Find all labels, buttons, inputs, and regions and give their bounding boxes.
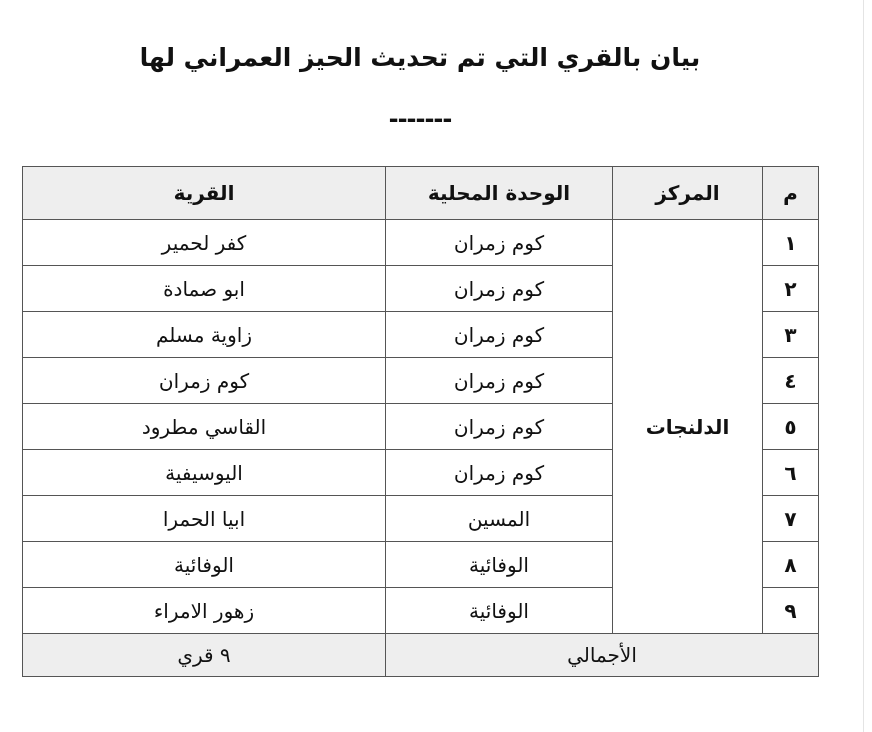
local-unit-cell: الوفائية <box>386 588 613 634</box>
village-cell: ابيا الحمرا <box>23 496 386 542</box>
header-num: م <box>763 167 819 220</box>
row-number: ٤ <box>763 358 819 404</box>
row-number: ٣ <box>763 312 819 358</box>
village-cell: كوم زمران <box>23 358 386 404</box>
local-unit-cell: كوم زمران <box>386 312 613 358</box>
table-row <box>23 220 819 266</box>
row-number: ٦ <box>763 450 819 496</box>
village-cell: كفر لحمير <box>23 220 386 266</box>
local-unit-cell: كوم زمران <box>386 358 613 404</box>
village-cell: اليوسيفية <box>23 450 386 496</box>
header-center: المركز <box>613 167 763 220</box>
row-number: ٢ <box>763 266 819 312</box>
local-unit-cell: كوم زمران <box>386 266 613 312</box>
header-village: القرية <box>23 167 386 220</box>
table-header-row <box>23 167 819 220</box>
local-unit-cell: كوم زمران <box>386 404 613 450</box>
local-unit-cell: كوم زمران <box>386 450 613 496</box>
page-edge-divider <box>863 0 864 732</box>
row-number: ٨ <box>763 542 819 588</box>
header-local-unit: الوحدة المحلية <box>386 167 613 220</box>
row-number: ٥ <box>763 404 819 450</box>
total-label: الأجمالي <box>386 634 819 677</box>
village-cell: ابو صمادة <box>23 266 386 312</box>
document-title: بيان بالقري التي تم تحديث الحيز العمراني لها <box>139 43 701 72</box>
village-cell: القاسي مطرود <box>23 404 386 450</box>
local-unit-cell: المسين <box>386 496 613 542</box>
local-unit-cell: الوفائية <box>386 542 613 588</box>
total-value: ٩ قري <box>23 634 386 677</box>
title-separator: ------- <box>388 105 452 133</box>
center-name-cell: الدلنجات <box>613 220 763 634</box>
row-number: ١ <box>763 220 819 266</box>
villages-table <box>22 166 819 677</box>
village-cell: الوفائية <box>23 542 386 588</box>
village-cell: زاوية مسلم <box>23 312 386 358</box>
village-cell: زهور الامراء <box>23 588 386 634</box>
row-number: ٩ <box>763 588 819 634</box>
row-number: ٧ <box>763 496 819 542</box>
total-row <box>23 634 819 677</box>
local-unit-cell: كوم زمران <box>386 220 613 266</box>
